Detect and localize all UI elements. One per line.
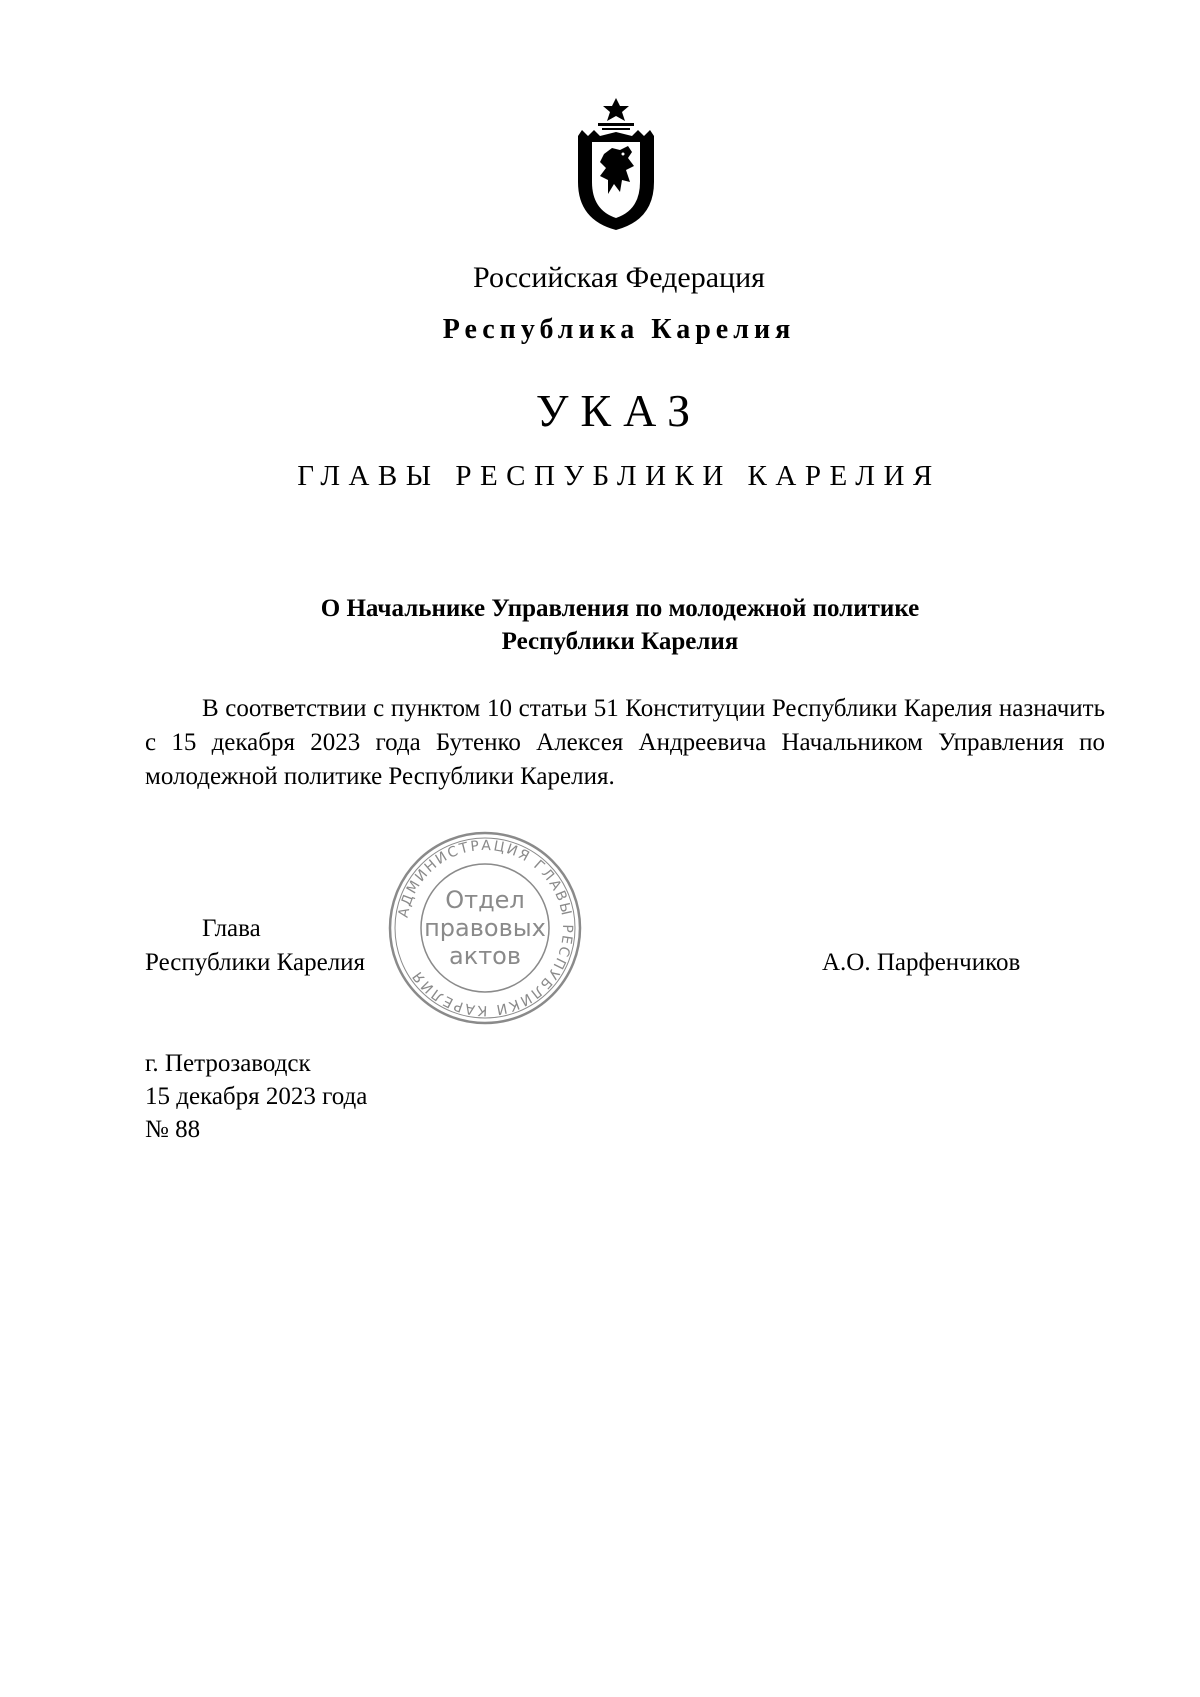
decree-number: № 88 <box>145 1116 201 1143</box>
subject-line-2: Республики Карелия <box>501 628 739 655</box>
signatory-name: А.О. Парфенчиков <box>822 949 1021 976</box>
document-issuer: ГЛАВЫ РЕСПУБЛИКИ КАРЕЛИЯ <box>297 460 941 492</box>
decree-subject <box>250 592 990 658</box>
subject-line-1: О Начальнике Управления по молодежной политике <box>320 595 920 622</box>
official-stamp <box>385 828 585 1028</box>
stamp-ring-text: АДМИНИСТРАЦИЯ ГЛАВЫ РЕСПУБЛИКИ КАРЕЛИЯ <box>395 837 576 1019</box>
decree-body-paragraph: В соответствии с пунктом 10 статьи 51 Конституции Республики Карелия назначить с 15 декабря 2023 года Бутенко Алексея Андреевича Начальником Управления по молодежной политике Республики Карелия. <box>145 695 1105 790</box>
stamp-line-3: актов <box>448 942 522 970</box>
document-type: УКАЗ <box>535 385 703 436</box>
signatory-title <box>145 912 365 980</box>
stamp-line-1: Отдел <box>445 886 525 914</box>
republic-name: Республика Карелия <box>442 314 796 345</box>
decree-footer <box>145 1047 367 1146</box>
signatory-title-line-2: Республики Карелия <box>145 949 366 976</box>
issue-date: 15 декабря 2023 года <box>145 1083 368 1110</box>
country-name: Российская Федерация <box>473 261 765 294</box>
signatory-title-line-1: Глава <box>202 915 261 942</box>
issue-city: г. Петрозаводск <box>145 1050 311 1077</box>
stamp-line-2: правовых <box>424 914 546 942</box>
coat-of-arms-icon <box>568 96 664 232</box>
